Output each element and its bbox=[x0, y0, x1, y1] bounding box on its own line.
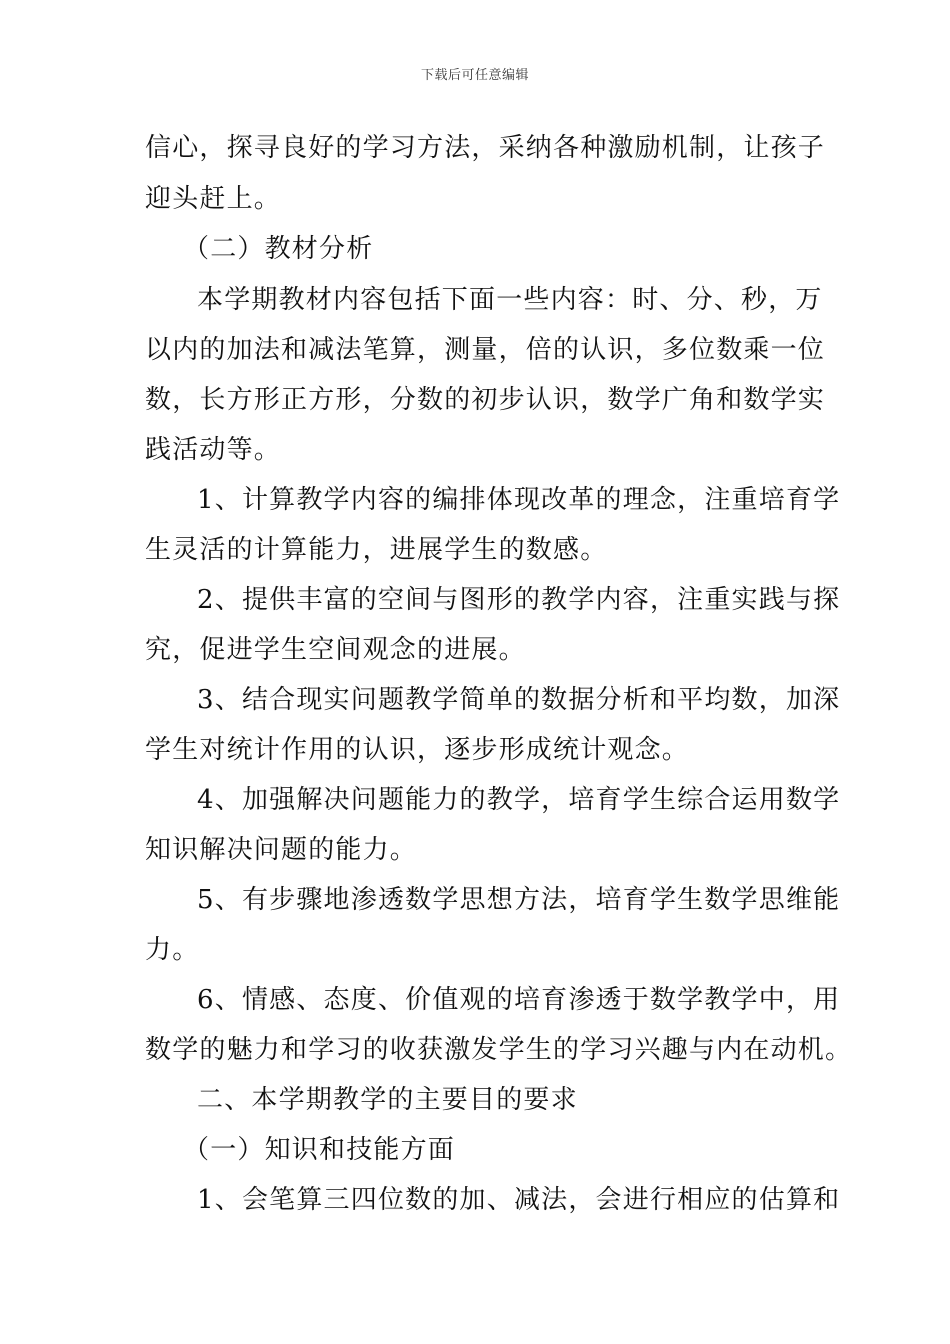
list-item: 1、会笔算三四位数的加、减法，会进行相应的估算和 bbox=[197, 1185, 841, 1215]
text-line: 以内的加法和减法笔算，测量，倍的认识，多位数乘一位 bbox=[145, 335, 826, 365]
text-line: 数，长方形正方形，分数的初步认识，数学广角和数学实 bbox=[145, 385, 826, 415]
section-heading: 二、本学期教学的主要目的要求 bbox=[197, 1085, 578, 1115]
text-line: 信心，探寻良好的学习方法，采纳各种激励机制，让孩子 bbox=[145, 133, 826, 163]
page-header: 下载后可任意编辑 bbox=[420, 68, 529, 83]
list-item: 1、计算教学内容的编排体现改革的理念，注重培育学 bbox=[197, 485, 841, 515]
list-item: 6、情感、态度、价值观的培育渗透于数学教学中，用 bbox=[197, 985, 841, 1015]
text-line: 知识解决问题的能力。 bbox=[145, 835, 418, 865]
list-item: 5、有步骤地渗透数学思想方法，培育学生数学思维能 bbox=[197, 885, 841, 915]
list-item: 3、结合现实问题教学简单的数据分析和平均数，加深 bbox=[197, 685, 841, 715]
text-line: 数学的魅力和学习的收获激发学生的学习兴趣与内在动机。 bbox=[145, 1035, 853, 1065]
text-line: 生灵活的计算能力，进展学生的数感。 bbox=[145, 535, 608, 565]
list-item: 2、提供丰富的空间与图形的教学内容，注重实践与探 bbox=[197, 585, 841, 615]
list-item: 4、加强解决问题能力的教学，培育学生综合运用数学 bbox=[197, 785, 841, 815]
text-line: 迎头赶上。 bbox=[145, 184, 282, 214]
text-line: 践活动等。 bbox=[145, 435, 282, 465]
text-line: 力。 bbox=[145, 935, 200, 965]
section-heading: （二）教材分析 bbox=[183, 234, 374, 264]
text-line: 学生对统计作用的认识，逐步形成统计观念。 bbox=[145, 735, 690, 765]
text-line: 究，促进学生空间观念的进展。 bbox=[145, 635, 526, 665]
paragraph-start: 本学期教材内容包括下面一些内容：时、分、秒，万 bbox=[197, 285, 823, 315]
subsection-heading: （一）知识和技能方面 bbox=[183, 1135, 456, 1165]
